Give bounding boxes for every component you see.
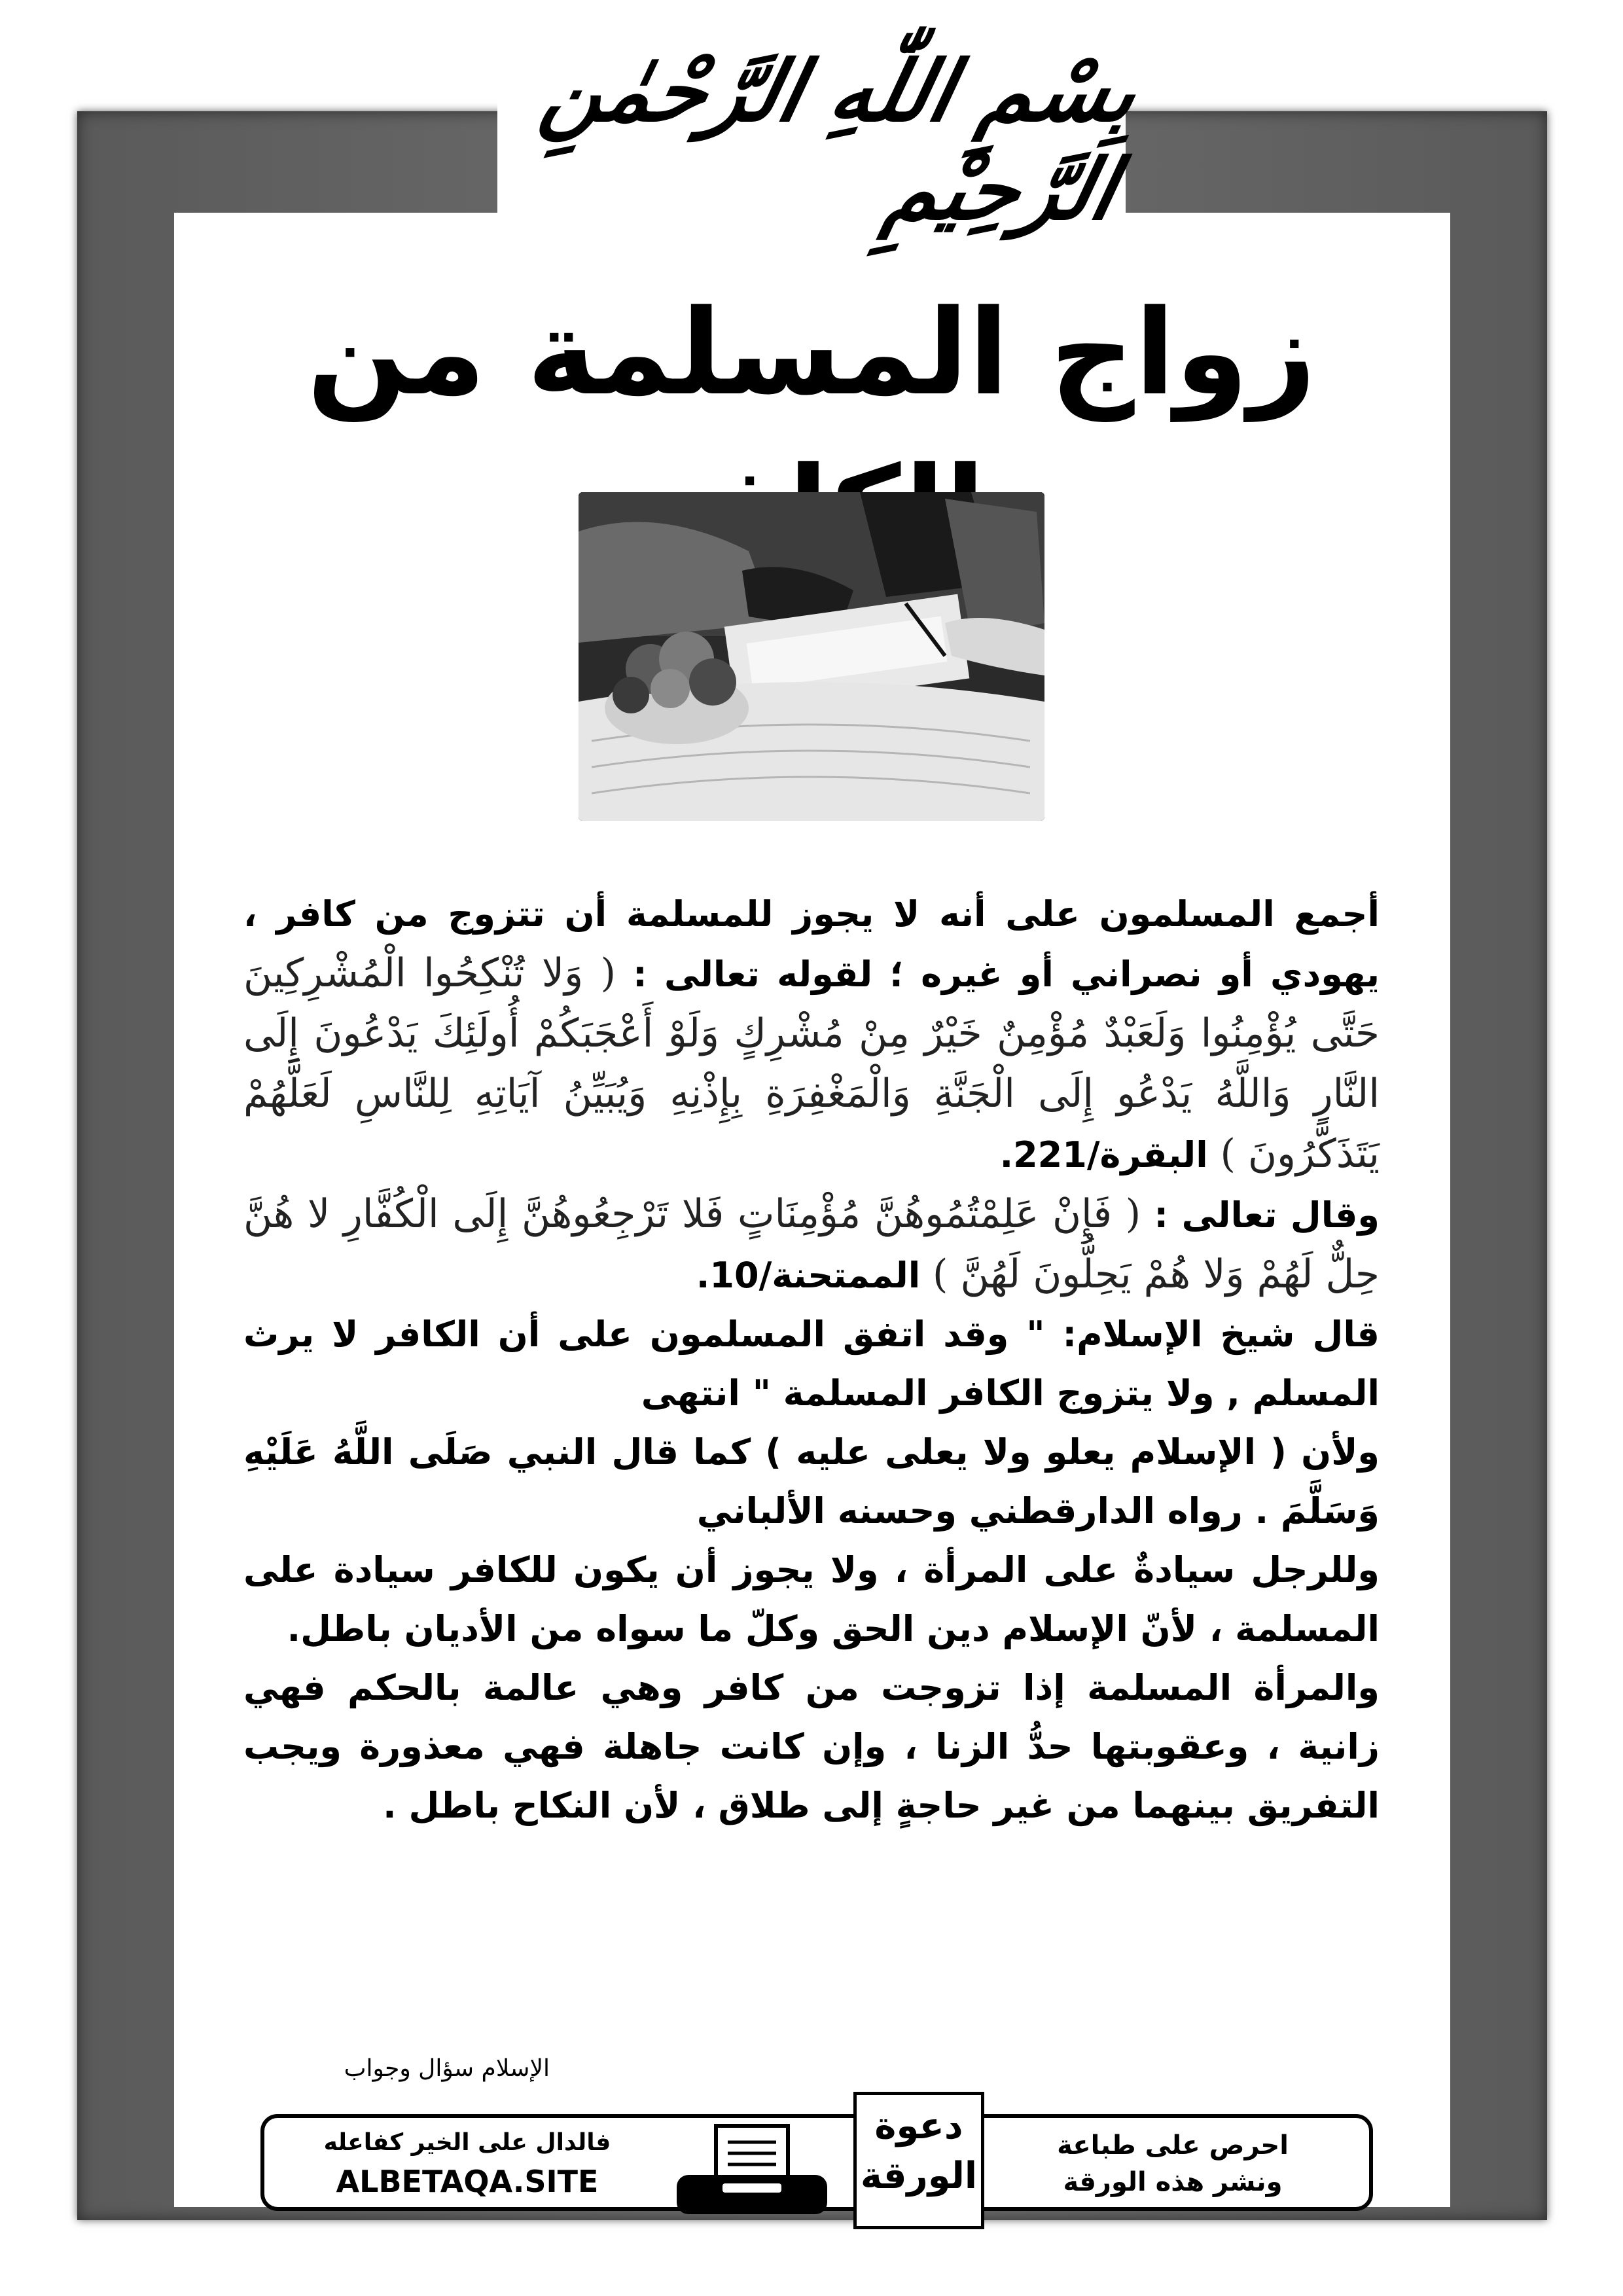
page-title: زواج المسلمة من <box>306 285 1317 422</box>
paragraph-5: وللرجل سيادةٌ على المرأة ، ولا يجوز أن يكون للكافر سيادة على المسلمة ، لأنّ الإسلام دين الحق وكلّ ما سواه من الأديان باطل. <box>243 1549 1380 1649</box>
printer-icon <box>664 2113 840 2217</box>
basmala: بِسْمِ اللّٰهِ الرَّحْمٰنِ الرَّحِيْمِ <box>533 43 1147 239</box>
paragraph-1: أجمع المسلمون على أنه لا يجوز للمسلمة أن تتزوج من كافر ، يهودي أو نصراني أو غيره ؛ لقوله تعالى : ( وَلا تُنْكِحُوا الْمُشْرِكِينَ حَتَّى يُؤْمِنُوا وَلَعَبْدٌ مُؤْمِنٌ خَيْرٌ مِنْ مُشْرِكٍ وَلَوْ أَعْجَبَكُمْ أُولَئِكَ يَدْعُونَ إِلَى النَّارِ وَاللَّهُ يَدْعُو إِلَى الْجَنَّةِ وَالْمَغْفِرَةِ بِإِذْنِهِ وَيُبَيِّنُ آيَاتِهِ لِلنَّاسِ لَعَلَّهُمْ يَتَذَكَّرُونَ ) البقرة/221. <box>243 893 1380 1177</box>
paragraph-3: قال شيخ الإسلام: " وقد اتفق المسلمون على أن الكافر لا يرث المسلم , ولا يتزوج الكافر المسلمة " انتهى <box>243 1314 1380 1414</box>
quran-verse: ( وَلا تُنْكِحُوا الْمُشْرِكِينَ حَتَّى يُؤْمِنُوا وَلَعَبْدٌ مُؤْمِنٌ خَيْرٌ مِنْ مُشْرِكٍ وَلَوْ أَعْجَبَكُمْ أُولَئِكَ يَدْعُونَ إِلَى النَّارِ وَاللَّهُ يَدْعُو إِلَى الْجَنَّةِ وَالْمَغْفِرَةِ بِإِذْنِهِ وَيُبَيِّنُ آيَاتِهِ لِلنَّاسِ لَعَلَّهُمْ يَتَذَكَّرُونَ ) <box>243 950 1380 1177</box>
verse-reference: الممتحنة/10. <box>696 1255 933 1296</box>
dawa-logo <box>853 2092 984 2229</box>
footer-bar <box>260 2105 1373 2211</box>
footer-print-line2: ونشر هذه الورقة <box>1063 2167 1283 2197</box>
paragraph-6: والمرأة المسلمة إذا تزوجت من كافر وهي عالمة بالحكم فهي زانية ، وعقوبتها حدُّ الزنا ، وإن كانت جاهلة فهي معذورة ويجب التفريق بينهما من غير حاجةٍ إلى طلاق ، لأن النكاح باطل . <box>243 1667 1380 1826</box>
footer-slogan <box>291 2125 644 2203</box>
paragraph-2: وقال تعالى : ( فَإِنْ عَلِمْتُمُوهُنَّ مُؤْمِنَاتٍ فَلا تَرْجِعُوهُنَّ إِلَى الْكُفَّارِ لا هُنَّ حِلٌّ لَهُمْ وَلا هُمْ يَحِلُّونَ لَهُنَّ ) الممتحنة/10. <box>243 1191 1380 1297</box>
footer-print-line1: احرص على طباعة <box>1057 2130 1289 2161</box>
dawa-logo-top: دعوة <box>874 2105 963 2147</box>
source-credit: الإسلام سؤال وجواب <box>344 2055 550 2082</box>
wedding-photo <box>579 492 1044 821</box>
wedding-contract-signing-photo <box>579 492 1044 821</box>
article-body <box>243 885 1380 2050</box>
dawa-logo-bottom: الورقة <box>860 2155 978 2197</box>
paragraph-4: ولأن ( الإسلام يعلو ولا يعلى عليه ) كما قال النبي صَلَى اللَّهُ عَلَيْهِ وَسَلَّمَ . رواه الدارقطني وحسنه الألباني <box>243 1431 1380 1532</box>
verse-reference: البقرة/221. <box>999 1134 1221 1175</box>
footer-proverb: فالدال على الخير كفاعله <box>323 2129 611 2156</box>
quran-verse: ( فَإِنْ عَلِمْتُمُوهُنَّ مُؤْمِنَاتٍ فَلا تَرْجِعُوهُنَّ إِلَى الْكُفَّارِ لا هُنَّ حِلٌّ لَهُمْ وَلا هُمْ يَحِلُّونَ لَهُنَّ ) <box>243 1191 1380 1297</box>
footer-print-appeal <box>1003 2127 1343 2206</box>
footer-website: ALBETAQA.SITE <box>336 2164 599 2199</box>
